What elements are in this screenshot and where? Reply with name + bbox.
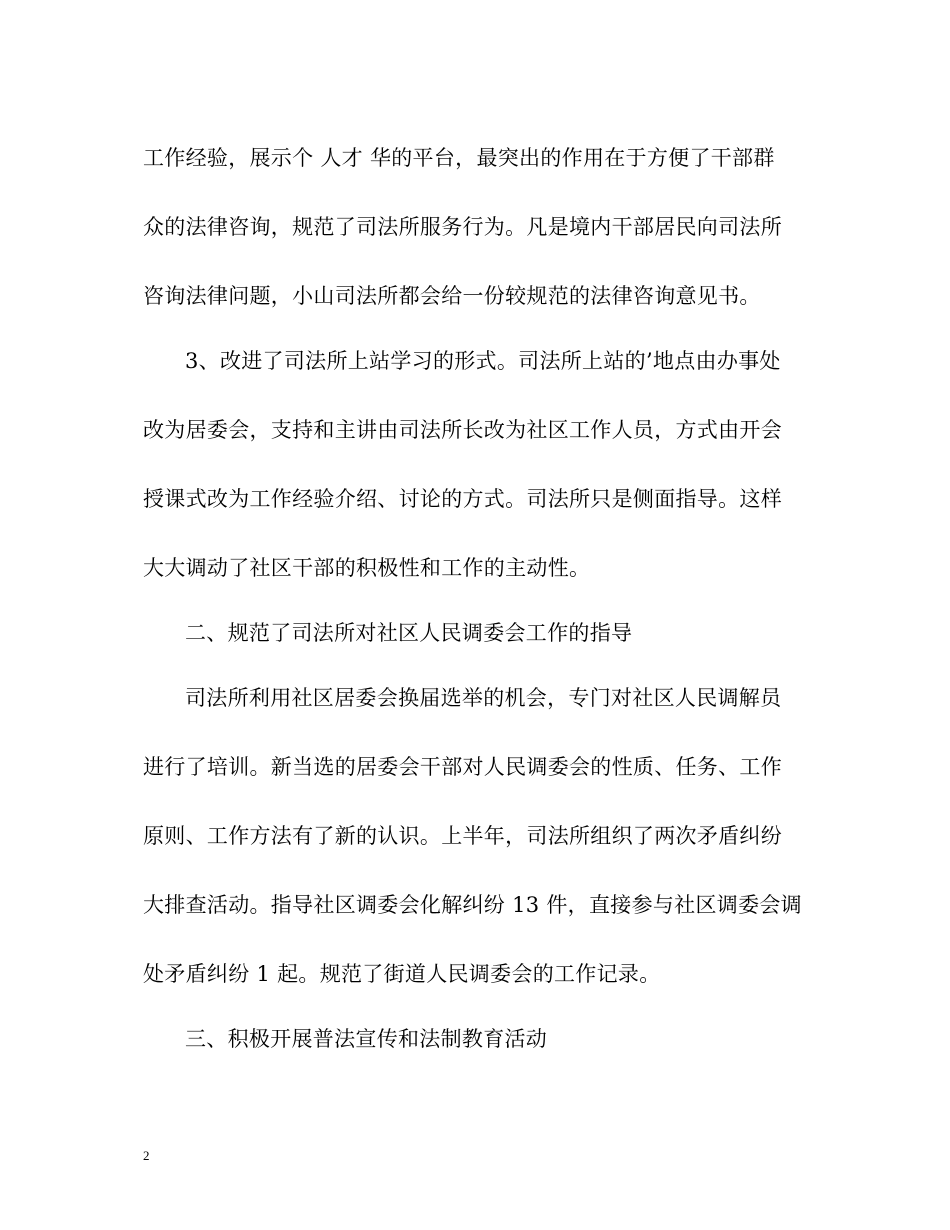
body-text-line: 进行了培训。新当选的居委会干部对人民调委会的性质、任务、工作 bbox=[143, 755, 782, 779]
body-text-line: 司法所利用社区居委会换届选举的机会，专门对社区人民调解员 bbox=[185, 686, 782, 710]
body-text-line: 大大调动了社区干部的积极性和工作的主动性。 bbox=[143, 556, 591, 580]
body-text-line: 原则、工作方法有了新的认识。上半年，司法所组织了两次矛盾纠纷 bbox=[143, 824, 782, 848]
page-number: 2 bbox=[143, 1148, 150, 1163]
body-text-line: 大排查活动。指导社区调委会化解纠纷 13 件，直接参与社区调委会调 bbox=[143, 893, 802, 917]
section-heading: 二、规范了司法所对社区人民调委会工作的指导 bbox=[185, 621, 633, 645]
body-text-line: 授课式改为工作经验介绍、讨论的方式。司法所只是侧面指导。这样 bbox=[143, 487, 782, 511]
body-text-line: 咨询法律问题，小山司法所都会给一份较规范的法律咨询意见书。 bbox=[143, 284, 761, 308]
body-text-line: 3、改进了司法所上站学习的形式。司法所上站的’地点由办事处 bbox=[185, 349, 781, 373]
body-text-line: 众的法律咨询，规范了司法所服务行为。凡是境内干部居民向司法所 bbox=[143, 215, 782, 239]
body-text-line: 工作经验，展示个 人才 华的平台，最突出的作用在于方便了干部群 bbox=[143, 146, 775, 170]
section-heading: 三、积极开展普法宣传和法制教育活动 bbox=[185, 1027, 548, 1051]
body-text-line: 处矛盾纠纷 1 起。规范了街道人民调委会的工作记录。 bbox=[143, 962, 661, 986]
body-text-line: 改为居委会，支持和主讲由司法所长改为社区工作人员，方式由开会 bbox=[143, 418, 782, 442]
